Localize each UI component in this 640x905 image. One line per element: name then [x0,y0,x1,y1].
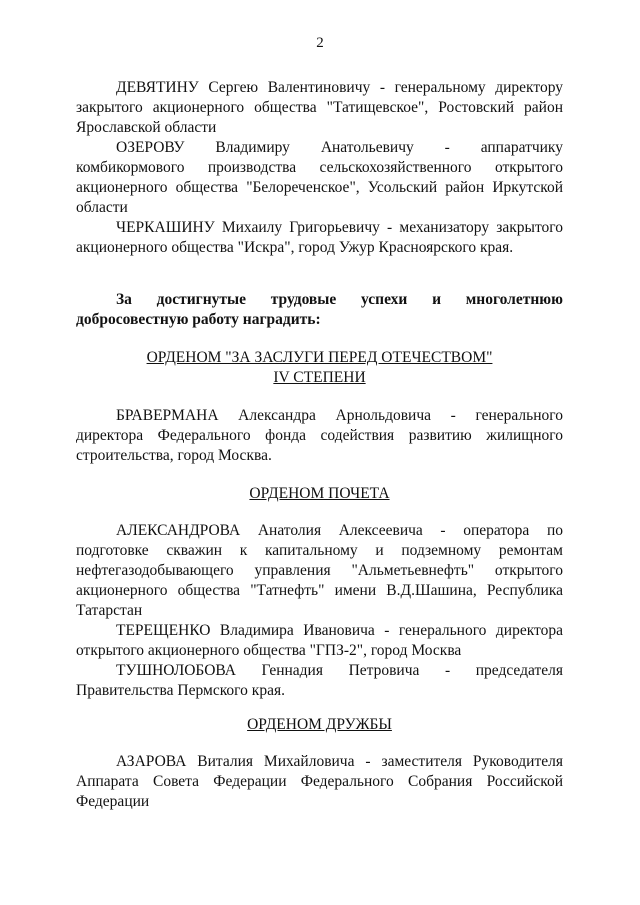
order-title: ОРДЕНОМ ДРУЖБЫ [247,716,392,733]
award-entry: ТУШНОЛОБОВА Геннадия Петровича - председателя Правительства Пермского края. [76,662,563,699]
order-title: ОРДЕНОМ ПОЧЕТА [249,485,390,502]
order-merit-recipients [76,406,563,466]
award-entry: АЛЕКСАНДРОВА Анатолия Алексеевича - оператора по подготовке скважин к капитальному и подземному ремонтам нефтегазодобывающего управления "Альметьевнефть" открытого акционерного общества "Татнефть" имени В.Д.Шашина, Республика Татарстан [76,522,563,619]
order-friendship-recipients [76,752,563,812]
order-title-line: IV СТЕПЕНИ [273,369,366,386]
award-lead-paragraph [76,290,563,330]
order-friendship-heading [76,715,563,735]
award-lead-text: За достигнутые трудовые успехи и многолетнюю добросовестную работу наградить: [76,291,563,328]
page-number: 2 [316,35,324,51]
order-title-line: ОРДЕНОМ "ЗА ЗАСЛУГИ ПЕРЕД ОТЕЧЕСТВОМ" [146,349,493,366]
award-list-previous [76,78,563,258]
order-honour-recipients [76,521,563,701]
order-honour-heading [76,484,563,504]
award-entry: ОЗЕРОВУ Владимиру Анатольевичу - аппаратчику комбикормового производства сельскохозяйственного открытого акционерного общества "Белореченское", Усольский район Иркутской области [76,139,563,216]
order-merit-heading [76,348,563,388]
award-entry: ДЕВЯТИНУ Сергею Валентиновичу - генеральному директору закрытого акционерного общества "Татищевское", Ростовский район Ярославской области [76,79,563,136]
award-entry: БРАВЕРМАНА Александра Арнольдовича - генерального директора Федерального фонда содействия развитию жилищного строительства, город Москва. [76,407,563,464]
award-entry: АЗАРОВА Виталия Михайловича - заместителя Руководителя Аппарата Совета Федерации Федерального Собрания Российской Федерации [76,753,563,810]
award-entry: ТЕРЕЩЕНКО Владимира Ивановича - генерального директора открытого акционерного общества "ГПЗ-2", город Москва [76,622,563,659]
order-title [76,348,563,388]
award-entry: ЧЕРКАШИНУ Михаилу Григорьевичу - механизатору закрытого акционерного общества "Искра", город Ужур Красноярского края. [76,219,563,256]
